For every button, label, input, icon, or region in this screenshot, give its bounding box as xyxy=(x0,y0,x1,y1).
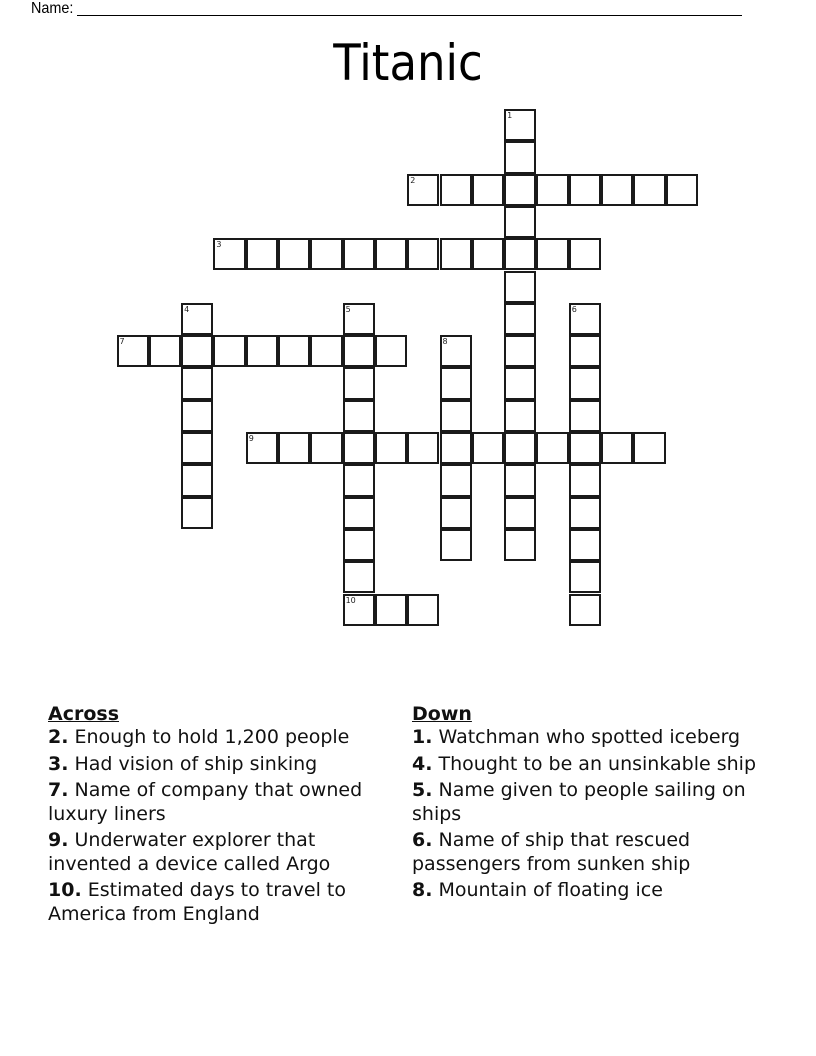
grid-cell[interactable] xyxy=(569,174,601,206)
page-title: Titanic xyxy=(333,34,483,92)
grid-cell[interactable] xyxy=(472,174,504,206)
grid-cell[interactable] xyxy=(504,400,536,432)
grid-cell[interactable] xyxy=(569,529,601,561)
grid-cell[interactable] xyxy=(343,561,375,593)
clue-down-6 xyxy=(412,829,757,876)
grid-cell[interactable] xyxy=(343,367,375,399)
clue-text: Watchman who spotted iceberg xyxy=(438,726,741,748)
name-label: Name: xyxy=(31,0,74,17)
grid-cell[interactable] xyxy=(181,400,213,432)
grid-cell[interactable] xyxy=(569,400,601,432)
grid-cell[interactable] xyxy=(504,174,536,206)
across-heading: Across xyxy=(48,703,120,725)
grid-cell[interactable] xyxy=(181,497,213,529)
clue-number: 8. xyxy=(412,879,433,901)
grid-cell[interactable] xyxy=(407,594,439,626)
cell-number: 10 xyxy=(345,595,356,605)
grid-cell[interactable] xyxy=(440,335,472,367)
grid-cell[interactable] xyxy=(504,529,536,561)
grid-cell[interactable] xyxy=(181,303,213,335)
clue-number: 7. xyxy=(48,779,69,801)
grid-cell[interactable] xyxy=(407,174,439,206)
grid-cell[interactable] xyxy=(375,335,407,367)
clue-number: 3. xyxy=(48,752,69,775)
clue-number: 1. xyxy=(412,726,433,748)
grid-cell[interactable] xyxy=(181,335,213,367)
grid-cell[interactable] xyxy=(504,303,536,335)
down-heading: Down xyxy=(412,703,472,725)
grid-cell[interactable] xyxy=(440,400,472,432)
grid-cell[interactable] xyxy=(536,238,568,270)
grid-cell[interactable] xyxy=(181,367,213,399)
grid-cell[interactable] xyxy=(536,174,568,206)
clue-text: Underwater explorer that invented a device called Argo xyxy=(48,829,331,875)
grid-cell[interactable] xyxy=(504,432,536,464)
grid-cell[interactable] xyxy=(569,303,601,335)
grid-cell[interactable] xyxy=(343,335,375,367)
grid-cell[interactable] xyxy=(246,335,278,367)
cell-number: 7 xyxy=(119,337,125,347)
clue-text: Name of company that owned luxury liners xyxy=(48,779,363,825)
clue-text: Enough to hold 1,200 people xyxy=(74,726,350,748)
grid-cell[interactable] xyxy=(343,303,375,335)
grid-cell[interactable] xyxy=(246,432,278,464)
clue-down-1 xyxy=(412,726,757,750)
grid-cell[interactable] xyxy=(375,432,407,464)
down-clues xyxy=(412,702,757,906)
grid-cell[interactable] xyxy=(504,271,536,303)
grid-cell[interactable] xyxy=(633,174,665,206)
clue-number: 6. xyxy=(412,829,433,851)
grid-cell[interactable] xyxy=(440,174,472,206)
grid-cell[interactable] xyxy=(278,432,310,464)
grid-cell[interactable] xyxy=(343,497,375,529)
clue-text: Mountain of floating ice xyxy=(438,879,663,901)
grid-cell[interactable] xyxy=(440,497,472,529)
grid-cell[interactable] xyxy=(440,432,472,464)
clue-text: Name given to people sailing on ships xyxy=(412,779,746,825)
cell-number: 5 xyxy=(345,304,351,314)
clue-text: Thought to be an unsinkable ship xyxy=(438,752,756,775)
clue-down-5 xyxy=(412,779,757,826)
grid-cell[interactable] xyxy=(504,464,536,496)
grid-cell[interactable] xyxy=(343,594,375,626)
clue-text: Had vision of ship sinking xyxy=(74,752,318,775)
grid-cell[interactable] xyxy=(440,464,472,496)
clue-across-9 xyxy=(48,829,393,876)
grid-cell[interactable] xyxy=(440,529,472,561)
grid-cell[interactable] xyxy=(569,594,601,626)
clue-number: 10. xyxy=(48,879,82,901)
grid-cell[interactable] xyxy=(440,367,472,399)
grid-cell[interactable] xyxy=(601,432,633,464)
grid-cell[interactable] xyxy=(310,432,342,464)
grid-cell[interactable] xyxy=(343,238,375,270)
clue-across-10 xyxy=(48,879,393,926)
clue-down-8 xyxy=(412,879,757,903)
grid-cell[interactable] xyxy=(278,238,310,270)
cell-number: 8 xyxy=(442,337,448,347)
grid-cell[interactable] xyxy=(569,367,601,399)
grid-cell[interactable] xyxy=(504,206,536,238)
grid-cell[interactable] xyxy=(181,432,213,464)
clue-across-2 xyxy=(48,726,393,750)
grid-cell[interactable] xyxy=(117,335,149,367)
clue-number: 9. xyxy=(48,829,69,851)
grid-cell[interactable] xyxy=(246,238,278,270)
grid-cell[interactable] xyxy=(472,238,504,270)
grid-cell[interactable] xyxy=(504,497,536,529)
grid-cell[interactable] xyxy=(601,174,633,206)
grid-cell[interactable] xyxy=(343,400,375,432)
clue-across-3 xyxy=(48,753,393,777)
across-clues xyxy=(48,702,393,929)
grid-cell[interactable] xyxy=(343,529,375,561)
cell-number: 2 xyxy=(410,175,416,185)
grid-cell[interactable] xyxy=(569,432,601,464)
grid-cell[interactable] xyxy=(213,335,245,367)
grid-cell[interactable] xyxy=(504,335,536,367)
grid-cell[interactable] xyxy=(504,141,536,173)
grid-cell[interactable] xyxy=(375,594,407,626)
clue-number: 4. xyxy=(412,752,433,775)
grid-cell[interactable] xyxy=(440,238,472,270)
clue-across-7 xyxy=(48,779,393,826)
cell-number: 9 xyxy=(248,434,254,443)
grid-cell[interactable] xyxy=(149,335,181,367)
grid-cell[interactable] xyxy=(278,335,310,367)
clue-text: Name of ship that rescued passengers from sunken ship xyxy=(412,829,691,875)
grid-cell[interactable] xyxy=(472,432,504,464)
cell-number: 3 xyxy=(216,240,222,250)
grid-cell[interactable] xyxy=(407,238,439,270)
cell-number: 6 xyxy=(571,304,577,314)
grid-cell[interactable] xyxy=(569,238,601,270)
grid-cell[interactable] xyxy=(213,238,245,270)
grid-cell[interactable] xyxy=(569,464,601,496)
grid-cell[interactable] xyxy=(666,174,698,206)
clue-number: 2. xyxy=(48,726,69,748)
grid-cell[interactable] xyxy=(536,432,568,464)
grid-cell[interactable] xyxy=(569,335,601,367)
grid-cell[interactable] xyxy=(407,432,439,464)
grid-cell[interactable] xyxy=(375,238,407,270)
grid-cell[interactable] xyxy=(569,561,601,593)
cell-number: 4 xyxy=(184,304,190,314)
grid-cell[interactable] xyxy=(343,432,375,464)
grid-cell[interactable] xyxy=(504,238,536,270)
grid-cell[interactable] xyxy=(343,464,375,496)
clue-text: Estimated days to travel to America from England xyxy=(48,879,346,925)
clue-number: 5. xyxy=(412,779,433,801)
cell-number: 1 xyxy=(507,111,513,120)
grid-cell[interactable] xyxy=(310,335,342,367)
grid-cell[interactable] xyxy=(504,109,536,141)
grid-cell[interactable] xyxy=(569,497,601,529)
grid-cell[interactable] xyxy=(181,464,213,496)
clue-down-4 xyxy=(412,753,757,777)
grid-cell[interactable] xyxy=(633,432,665,464)
grid-cell[interactable] xyxy=(310,238,342,270)
grid-cell[interactable] xyxy=(504,367,536,399)
